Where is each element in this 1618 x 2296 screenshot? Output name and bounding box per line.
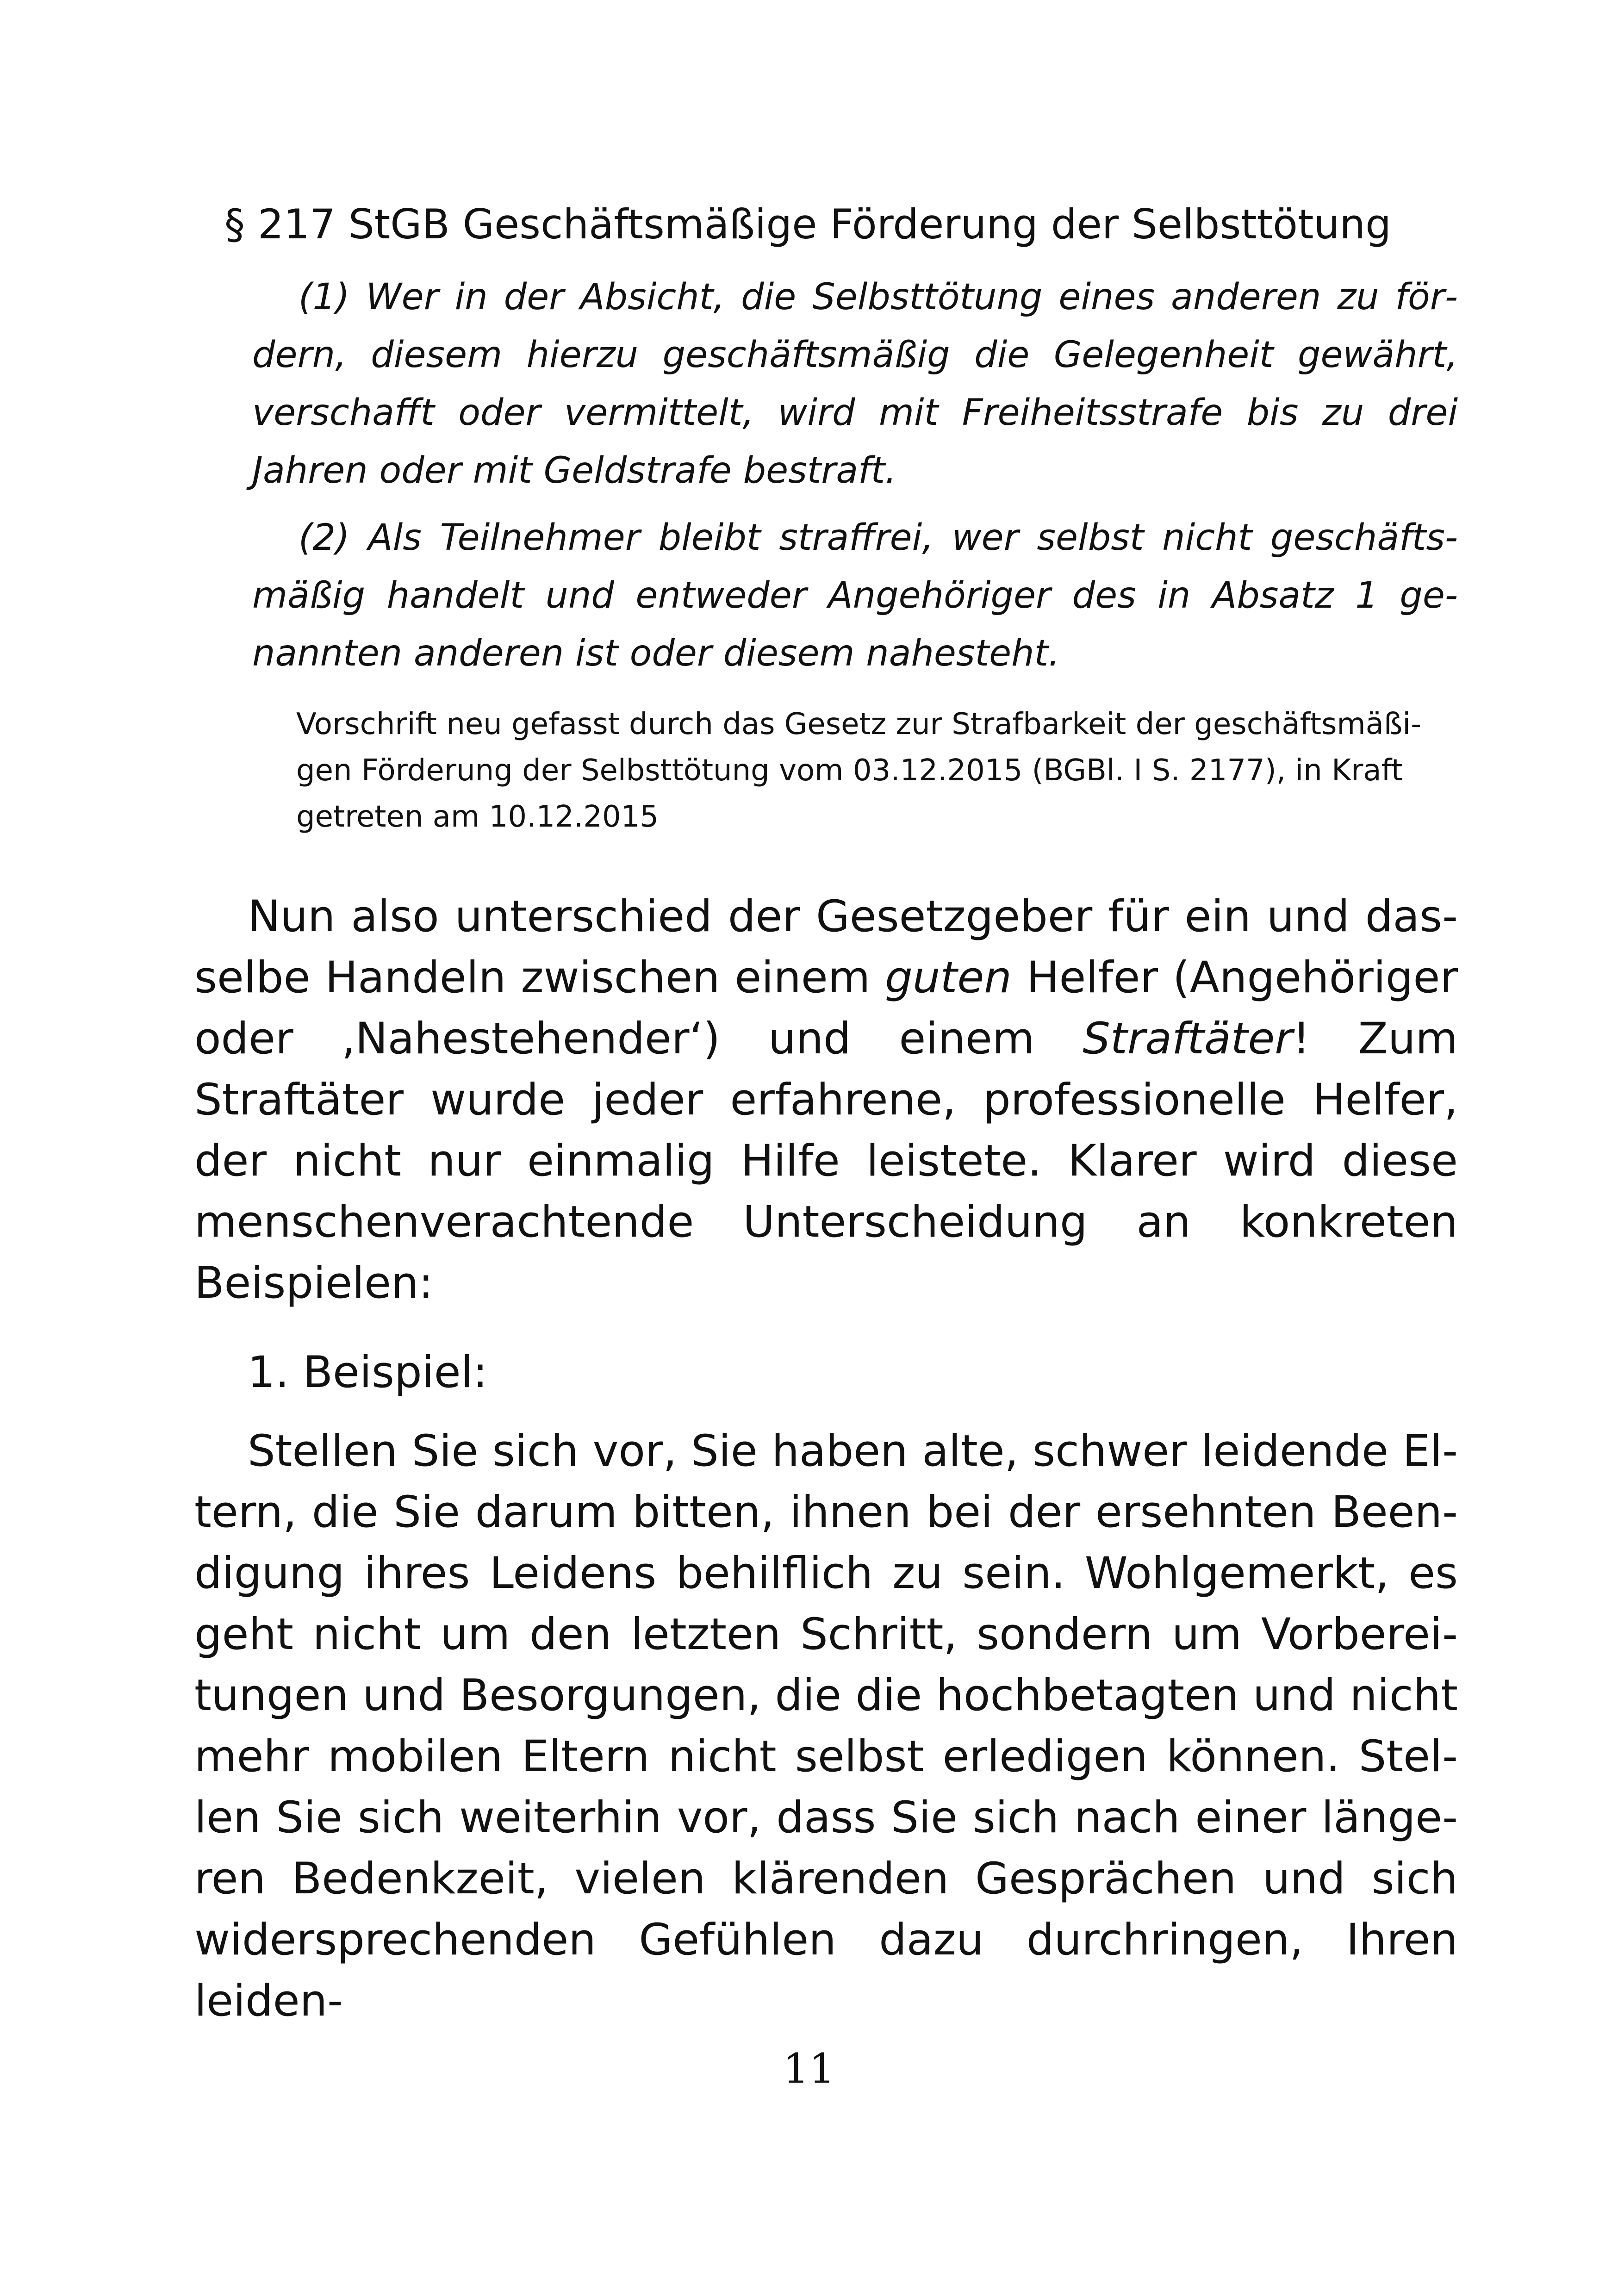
body-paragraph-1 xyxy=(194,886,1458,1314)
law-paragraph-1: (1) Wer in der Absicht, die Selbsttötung eines anderen zu fördern, diesem hierzu geschäftsmäßig die Gelegenheit gewährt, verschafft oder vermittelt, wird mit Freiheitsstrafe bis zu drei Jahren oder mit Geldstrafe bestraft. xyxy=(252,276,1458,492)
body-paragraph-2-text: Stellen Sie sich vor, Sie haben alte, schwer leidende Eltern, die Sie darum bitten, ihnen bei der ersehnten Beendigung ihres Leidens behilflich zu sein. Wohlgemerkt, es geht nicht um den letzten Schritt, sondern um Vorbereitungen und Besorgungen, die die hochbetagten und nicht mehr mobilen Eltern nicht selbst erledigen können. Stellen Sie sich weiterhin vor, dass Sie sich nach einer längeren Bedenkzeit, vielen klärenden Gesprächen und sich widersprechenden Gefühlen dazu durchringen, Ihren leiden- xyxy=(194,1426,1458,2026)
text-span: Nun also unterschied der Gesetzgeber für ein und dasselbe Handeln zwischen einem xyxy=(194,891,1458,1003)
law-text-block xyxy=(252,268,1458,692)
emphasis-guten: guten xyxy=(885,952,1012,1003)
legal-note: Vorschrift neu gefasst durch das Gesetz zur Strafbarkeit der geschäftsmäßigen Förderung der Selbsttötung vom 03.12.2015 (BGBl. I S. 2177), in Kraft getreten am 10.12.2015 xyxy=(296,707,1422,834)
text-span: Helfer (Angehöriger oder ‚Nahestehender‘) und einem xyxy=(194,952,1458,1064)
example-heading: 1. Beispiel: xyxy=(248,1347,488,1398)
body-paragraph-2 xyxy=(194,1421,1458,2032)
section-heading: § 217 StGB Geschäftsmäßige Förderung der Selbsttötung xyxy=(224,200,1391,248)
text-span: ! Zum Straftäter wurde jeder erfahrene, professionelle Helfer, der nicht nur einmalig Hilfe leistete. Klarer wird diese menschenverachtende Unterscheidung an konkreten Beispielen: xyxy=(194,1014,1458,1308)
emphasis-straftaeter: Straftäter xyxy=(1083,1014,1293,1064)
body-paragraph-1-text xyxy=(194,886,1458,1314)
law-paragraph-2: (2) Als Teilnehmer bleibt straffrei, wer selbst nicht geschäftsmäßig handelt und entweder Angehöriger des in Absatz 1 genannten anderen ist oder diesem nahesteht. xyxy=(252,517,1458,674)
page-number: 11 xyxy=(783,2045,835,2092)
